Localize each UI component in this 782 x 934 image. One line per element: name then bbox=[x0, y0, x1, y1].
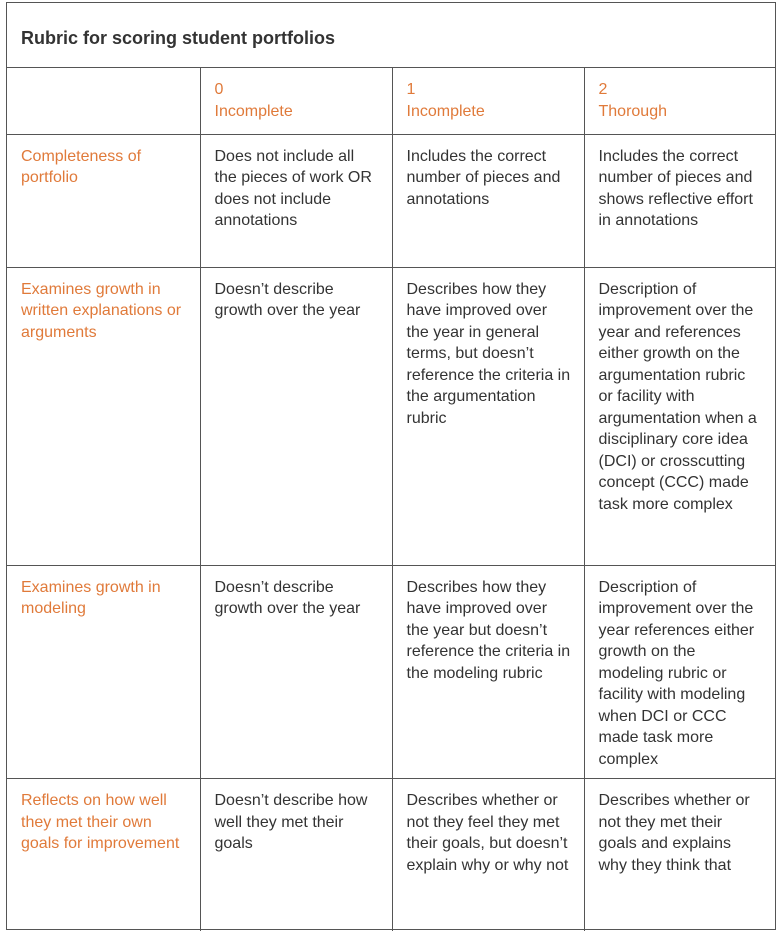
descriptor-cell: Describes whether or not they met their goals and explains why they think that bbox=[584, 779, 775, 931]
score-number: 0 bbox=[214, 81, 224, 98]
descriptor-cell: Describes how they have improved over the year in general terms, but doesn’t reference the criteria in the argumentation rubric bbox=[392, 267, 584, 565]
score-number: 1 bbox=[406, 81, 416, 98]
score-number: 2 bbox=[598, 81, 608, 98]
header-score-1 bbox=[392, 68, 584, 134]
table-row bbox=[7, 134, 775, 267]
header-score-2 bbox=[584, 68, 775, 134]
descriptor-cell: Description of improvement over the year and references either growth on the argumentation rubric or facility with argumentation when a disciplinary core idea (DCI) or crosscutting concept (CCC) made task more complex bbox=[584, 267, 775, 565]
table-row bbox=[7, 267, 775, 565]
rubric-frame bbox=[6, 2, 776, 930]
descriptor-cell: Doesn’t describe growth over the year bbox=[200, 565, 392, 779]
descriptor-cell: Description of improvement over the year references either growth on the modeling rubric or facility with modeling when DCI or CCC made task more complex bbox=[584, 565, 775, 779]
score-level: Thorough bbox=[598, 102, 667, 120]
header-score-0 bbox=[200, 68, 392, 134]
descriptor-cell: Doesn’t describe growth over the year bbox=[200, 267, 392, 565]
criterion-goal-reflection: Reflects on how well they met their own goals for improvement bbox=[7, 779, 200, 931]
table-row bbox=[7, 565, 775, 779]
descriptor-cell: Doesn’t describe how well they met their goals bbox=[200, 779, 392, 931]
title-bar bbox=[7, 3, 775, 68]
rubric-table bbox=[7, 68, 775, 931]
score-level: Incomplete bbox=[214, 102, 293, 120]
header-corner-cell bbox=[7, 68, 200, 134]
criterion-written-growth: Examines growth in written explanations or arguments bbox=[7, 267, 200, 565]
criterion-completeness: Completeness of portfolio bbox=[7, 134, 200, 267]
descriptor-cell: Includes the correct number of pieces and annotations bbox=[392, 134, 584, 267]
descriptor-cell: Does not include all the pieces of work OR does not include annotations bbox=[200, 134, 392, 267]
score-level: Incomplete bbox=[406, 102, 485, 120]
rubric-title: Rubric for scoring student portfolios bbox=[21, 28, 335, 48]
table-row bbox=[7, 779, 775, 931]
descriptor-cell: Describes whether or not they feel they met their goals, but doesn’t explain why or why not bbox=[392, 779, 584, 931]
header-row bbox=[7, 68, 775, 134]
descriptor-cell: Describes how they have improved over the year but doesn’t reference the criteria in the modeling rubric bbox=[392, 565, 584, 779]
descriptor-cell: Includes the correct number of pieces and shows reflective effort in annotations bbox=[584, 134, 775, 267]
criterion-modeling-growth: Examines growth in modeling bbox=[7, 565, 200, 779]
